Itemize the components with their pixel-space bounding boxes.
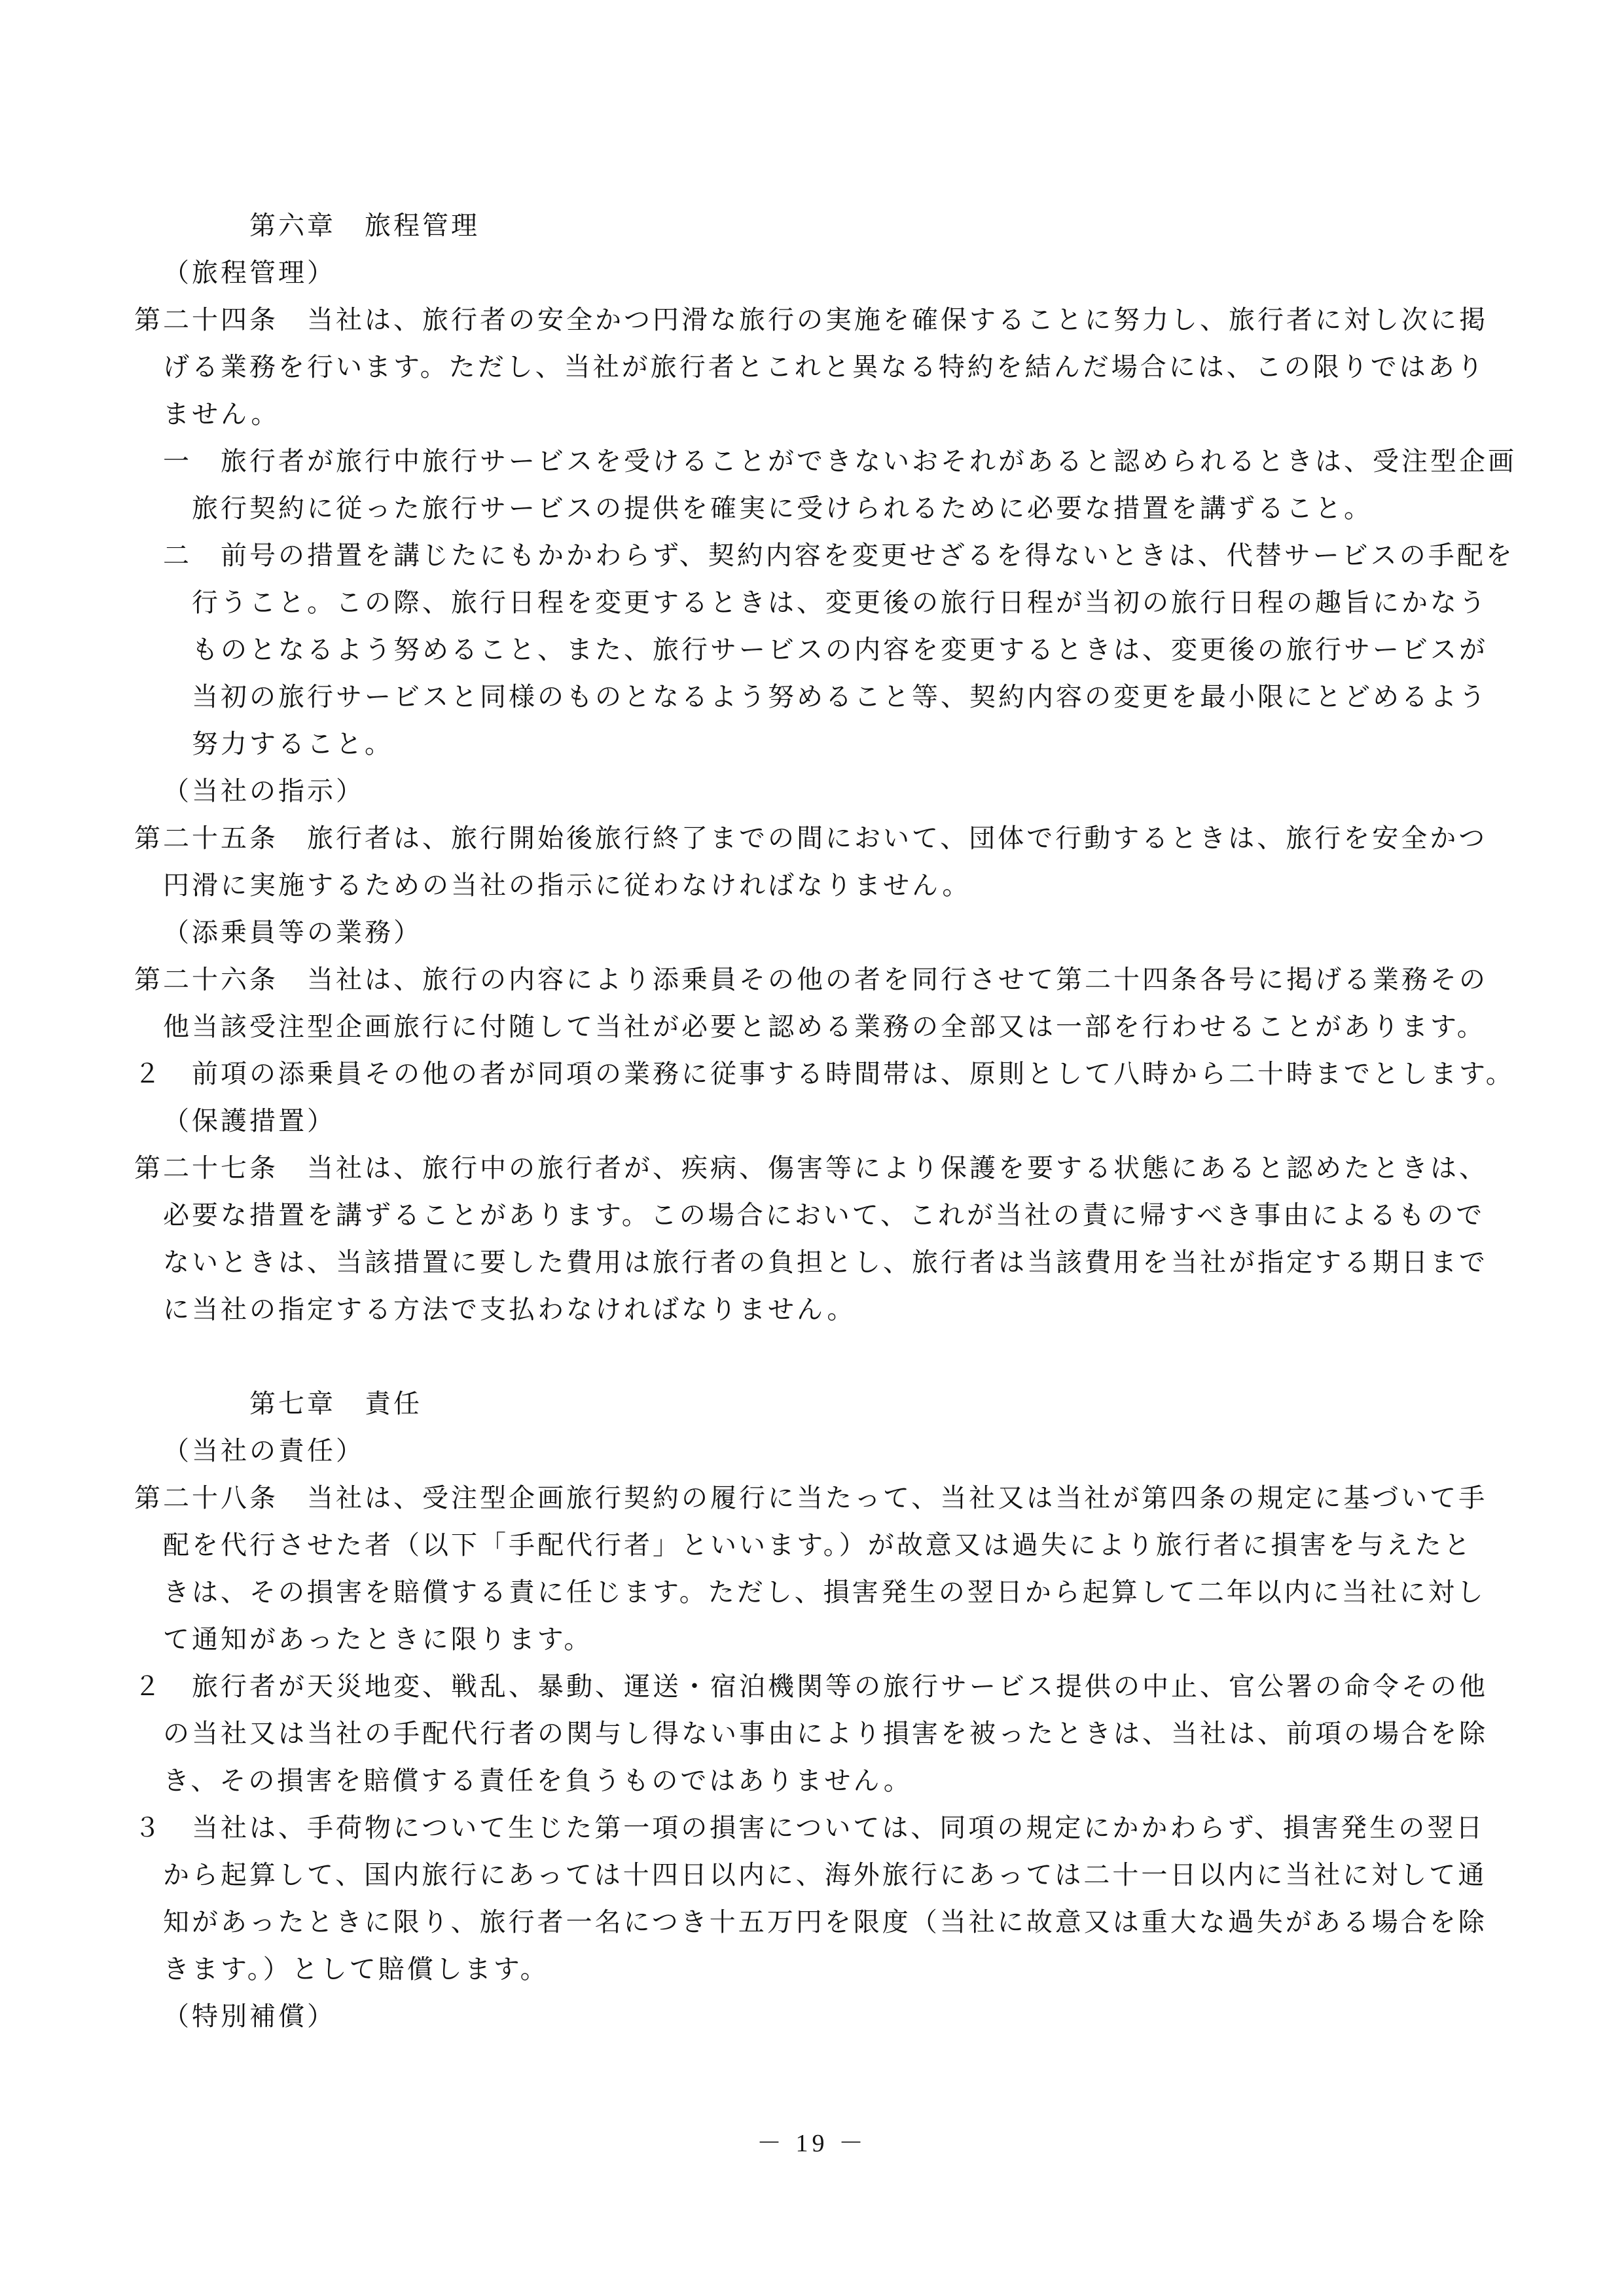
document-line: 努力すること。: [192, 729, 393, 759]
document-line: 旅行契約に従った旅行サービスの提供を確実に受けられるために必要な措置を講ずること。: [192, 493, 1373, 523]
document-line: に当社の指定する方法で支払わなければなりません。: [163, 1295, 856, 1324]
paragraph-line: ３ 当社は、手荷物について生じた第一項の損害については、同項の規定にかかわらず、損害発生の翌日: [134, 1813, 1485, 1842]
article-caption: （当社の指示）: [163, 776, 365, 806]
paragraph-line: ２ 前項の添乗員その他の者が同項の業務に従事する時間帯は、原則として八時から二十時までとします。: [134, 1059, 1515, 1088]
article-line: 第二十五条 旅行者は、旅行開始後旅行終了までの間において、団体で行動するときは、旅行を安全かつ: [134, 823, 1488, 853]
article-line: 第二十四条 当社は、旅行者の安全かつ円滑な旅行の実施を確保することに努力し、旅行者に対し次に掲: [134, 305, 1488, 334]
article-caption: （特別補償）: [163, 2001, 336, 2031]
document-line: ません。: [163, 399, 280, 429]
document-line: 知があったときに限り、旅行者一名につき十五万円を限度（当社に故意又は重大な過失がある場合を除: [163, 1907, 1487, 1937]
blank-line: [134, 1333, 1522, 1380]
document-line: きます。）として賠償します。: [163, 1954, 549, 1984]
chapter-heading: 第七章 責任: [249, 1389, 422, 1418]
article-line: 第二十六条 当社は、旅行の内容により添乗員その他の者を同行させて第二十四条各号に掲げる業務その: [134, 965, 1488, 994]
page-number: － 19 －: [756, 2130, 867, 2157]
document-line: げる業務を行います。ただし、当社が旅行者とこれと異なる特約を結んだ場合には、この限りではあり: [163, 352, 1486, 382]
document-line: て通知があったときに限ります。: [163, 1624, 593, 1654]
document-line: 円滑に実施するための当社の指示に従わなければなりません。: [163, 870, 971, 900]
document-line: 当初の旅行サービスと同様のものとなるよう努めること等、契約内容の変更を最小限にとどめるよう: [192, 682, 1488, 711]
document-line: 他当該受注型企画旅行に付随して当社が必要と認める業務の全部又は一部を行わせることがあります。: [163, 1012, 1486, 1041]
document-body: [134, 202, 1522, 2040]
article-caption: （旅程管理）: [163, 258, 336, 287]
paragraph-line: ２ 旅行者が天災地変、戦乱、暴動、運送・宿泊機関等の旅行サービス提供の中止、官公署の命令その他: [134, 1672, 1488, 1701]
article-caption: （添乗員等の業務）: [163, 918, 422, 947]
document-line: きは、その損害を賠償する責に任じます。ただし、損害発生の翌日から起算して二年以内に当社に対し: [163, 1577, 1486, 1607]
article-line: 第二十七条 当社は、旅行中の旅行者が、疾病、傷害等により保護を要する状態にあると認めたときは、: [134, 1153, 1488, 1183]
document-line: ものとなるよう努めること、また、旅行サービスの内容を変更するときは、変更後の旅行サービスが: [192, 635, 1488, 664]
document-line: 行うこと。この際、旅行日程を変更するときは、変更後の旅行日程が当初の旅行日程の趣旨にかなう: [192, 588, 1488, 617]
article-caption: （保護措置）: [163, 1106, 336, 1136]
list-item-line: 二 前号の措置を講じたにもかかわらず、契約内容を変更せざるを得ないときは、代替サービスの手配を: [163, 541, 1515, 570]
list-item-line: 一 旅行者が旅行中旅行サービスを受けることができないおそれがあると認められるときは、受注型企画: [163, 446, 1517, 476]
article-caption: （当社の責任）: [163, 1436, 365, 1465]
document-line: ないときは、当該措置に要した費用は旅行者の負担とし、旅行者は当該費用を当社が指定する期日まで: [163, 1247, 1488, 1277]
document-line: 配を代行させた者（以下「手配代行者」といいます。）が故意又は過失により旅行者に損害を与えたと: [163, 1530, 1473, 1560]
document-line: の当社又は当社の手配代行者の関与し得ない事由により損害を被ったときは、当社は、前項の場合を除: [163, 1719, 1488, 1748]
chapter-heading: 第六章 旅程管理: [249, 211, 480, 240]
document-line: 必要な措置を講ずることがあります。この場合において、これが当社の責に帰すべき事由によるもので: [163, 1200, 1485, 1230]
article-line: 第二十八条 当社は、受注型企画旅行契約の履行に当たって、当社又は当社が第四条の規定に基づいて手: [134, 1483, 1488, 1513]
document-line: き、その損害を賠償する責任を負うものではありません。: [163, 1766, 912, 1795]
document-line: から起算して、国内旅行にあっては十四日以内に、海外旅行にあっては二十一日以内に当社に対して通: [163, 1860, 1487, 1890]
